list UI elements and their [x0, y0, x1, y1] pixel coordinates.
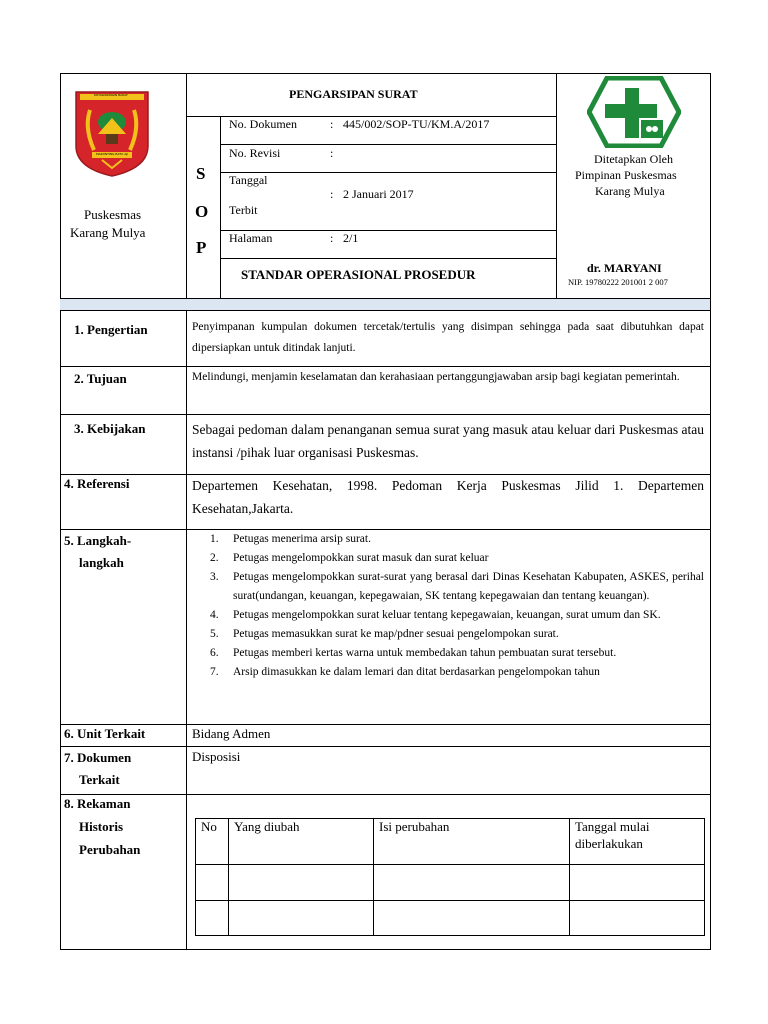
- field-colon-no-revisi: :: [330, 146, 334, 160]
- field-label-tanggal: Tanggal: [229, 173, 268, 187]
- approval-line2: Pimpinan Puskesmas: [575, 168, 677, 182]
- step-item: [186, 625, 710, 644]
- logo-banner-text: KOTAWARINGIN BARAT: [94, 93, 128, 97]
- org-name-line1: Puskesmas: [84, 207, 142, 222]
- sop-letter-p: P: [196, 238, 207, 257]
- section-text-tujuan: Melindungi, menjamin keselamatan dan kerahasiaan pertanggungjawaban arsip bagi kegiatan pemerintah.: [192, 371, 680, 383]
- section-text-referensi: Departemen Kesehatan, 1998. Pedoman Kerja Puskesmas Jilid 1. Departemen Kesehatan,Jakarta.: [192, 478, 704, 516]
- section-text-unit: Bidang Admen: [192, 726, 271, 741]
- field-label-no-dokumen: No. Dokumen: [229, 117, 297, 131]
- step-number: 3.: [210, 571, 219, 583]
- step-item: [186, 663, 710, 682]
- field-label-halaman: Halaman: [229, 231, 273, 245]
- section-label-dokumen-1: 7. Dokumen: [64, 750, 132, 765]
- steps-list: [186, 530, 710, 682]
- step-number: 1.: [210, 533, 219, 545]
- section-text-dokumen: Disposisi: [192, 749, 241, 764]
- field-colon-halaman: :: [330, 231, 334, 245]
- approval-line1: Ditetapkan Oleh: [594, 152, 673, 166]
- section-label-tujuan: 2. Tujuan: [74, 371, 127, 386]
- step-text: Petugas memberi kertas warna untuk membedakan tahun pembuatan surat tersebut.: [233, 647, 617, 659]
- logo-motto-text: MARUNTING BATU AJI: [96, 152, 129, 156]
- step-text: Petugas mengelompokkan surat masuk dan surat keluar: [233, 552, 489, 564]
- section-label-referensi: 4. Referensi: [64, 476, 130, 491]
- step-item: [186, 568, 710, 606]
- step-item: [186, 549, 710, 568]
- field-value-tanggal: 2 Januari 2017: [343, 187, 414, 201]
- sop-full-title: STANDAR OPERASIONAL PROSEDUR: [241, 267, 476, 282]
- section-text-kebijakan: Sebagai pedoman dalam penanganan semua surat yang masuk atau keluar dari Puskesmas atau instansi /pihak luar organisasi Puskesmas.: [192, 422, 704, 460]
- section-label-rekaman-2: Historis: [79, 819, 124, 834]
- step-number: 5.: [210, 628, 219, 640]
- field-label-terbit: Terbit: [229, 203, 258, 217]
- section-label-kebijakan: 3. Kebijakan: [74, 421, 146, 436]
- field-label-no-revisi: No. Revisi: [229, 146, 281, 160]
- field-value-no-dokumen: 445/002/SOP-TU/KM.A/2017: [343, 117, 490, 131]
- field-value-halaman: 2/1: [343, 231, 359, 245]
- signer-nip: NIP. 19780222 201001 2 007: [568, 277, 668, 287]
- section-label-rekaman-1: 8. Rekaman: [64, 796, 131, 811]
- field-colon-no-dokumen: :: [330, 117, 334, 131]
- table-header-yang-diubah: Yang diubah: [234, 819, 300, 834]
- section-label-pengertian: 1. Pengertian: [74, 322, 148, 337]
- step-text: Petugas memasukkan surat ke map/pdner sesuai pengelompokan surat.: [233, 628, 559, 640]
- section-label-dokumen-2: Terkait: [79, 772, 120, 787]
- table-header-diberlakukan: diberlakukan: [575, 836, 643, 851]
- step-number: 6.: [210, 647, 219, 659]
- section-label-rekaman-3: Perubahan: [79, 842, 141, 857]
- step-item: [186, 606, 710, 625]
- step-text: Petugas mengelompokkan surat-surat yang berasal dari Dinas Kesehatan Kabupaten, ASKES, perihal surat(undangan, keuangan, kepegawaian, SK tentang kepegawaian dan tentang keuangan).: [233, 571, 704, 602]
- approval-line3: Karang Mulya: [595, 184, 665, 198]
- step-text: Arsip dimasukkan ke dalam lemari dan ditat berdasarkan pengelompokan tahun: [233, 666, 600, 678]
- section-text-pengertian: Penyimpanan kumpulan dokumen tercetak/tertulis yang disimpan sehingga pada saat dibutuhkan dapat dipersiapkan untuk ditindak lanjuti.: [192, 321, 704, 354]
- table-header-isi-perubahan: Isi perubahan: [379, 819, 450, 834]
- org-name-line2: Karang Mulya: [70, 225, 146, 240]
- step-number: 2.: [210, 552, 219, 564]
- header-band: [60, 298, 710, 310]
- signer-name: dr. MARYANI: [587, 261, 662, 275]
- table-header-tanggal-mulai: Tanggal mulai: [575, 819, 650, 834]
- section-label-langkah-2: langkah: [79, 555, 124, 570]
- step-item: [186, 530, 710, 549]
- sop-letter-o: O: [195, 202, 209, 221]
- step-number: 7.: [210, 666, 219, 678]
- field-colon-tanggal: :: [330, 187, 334, 201]
- step-item: [186, 644, 710, 663]
- puskesmas-logo: [587, 76, 681, 148]
- step-number: 4.: [210, 609, 219, 621]
- table-header-no: No: [201, 819, 217, 834]
- step-text: Petugas menerima arsip surat.: [233, 533, 371, 545]
- section-label-unit: 6. Unit Terkait: [64, 726, 146, 741]
- section-label-langkah-1: 5. Langkah-: [64, 533, 132, 548]
- step-text: Petugas mengelompokkan surat keluar tentang kepegawaian, keuangan, surat umum dan SK.: [233, 609, 661, 621]
- regency-logo: [72, 88, 152, 178]
- document-title: PENGARSIPAN SURAT: [289, 87, 418, 101]
- sop-letter-s: S: [196, 164, 206, 183]
